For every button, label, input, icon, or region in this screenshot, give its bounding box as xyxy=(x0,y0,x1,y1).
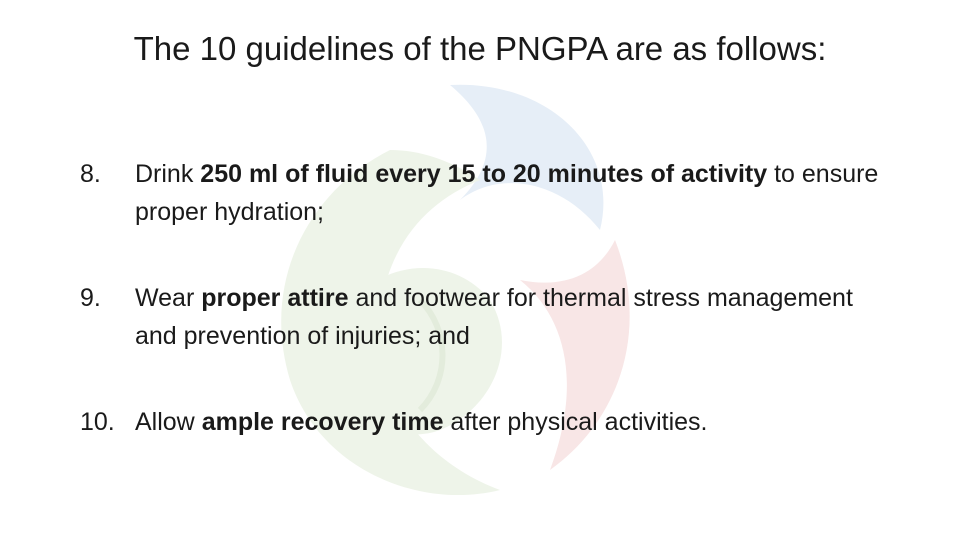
item-text-part: after physical activities. xyxy=(443,408,708,436)
item-text-part: Drink xyxy=(135,160,201,188)
item-number: 8. xyxy=(80,160,101,188)
list-item-10 xyxy=(80,403,900,441)
item-text xyxy=(135,279,900,355)
item-text-emphasis: proper attire xyxy=(201,284,349,312)
list-item-9 xyxy=(80,279,900,355)
item-text-part: Wear xyxy=(135,284,202,312)
item-number: 10. xyxy=(80,408,115,436)
slide-title: The 10 guidelines of the PNGPA are as follows: xyxy=(133,30,827,67)
item-text-emphasis: 250 ml of fluid every 15 to 20 minutes of activity xyxy=(200,160,768,188)
item-text-emphasis: ample recovery time xyxy=(201,408,444,436)
item-text-part: and footwear for thermal stress management and prevention of injuries; and xyxy=(135,284,853,350)
list-item-8 xyxy=(80,155,900,231)
item-text xyxy=(135,155,900,231)
item-text-part: Allow xyxy=(135,408,202,436)
item-text-part: to ensure proper hydration; xyxy=(135,160,879,226)
item-text xyxy=(135,403,900,441)
item-number: 9. xyxy=(80,284,101,312)
